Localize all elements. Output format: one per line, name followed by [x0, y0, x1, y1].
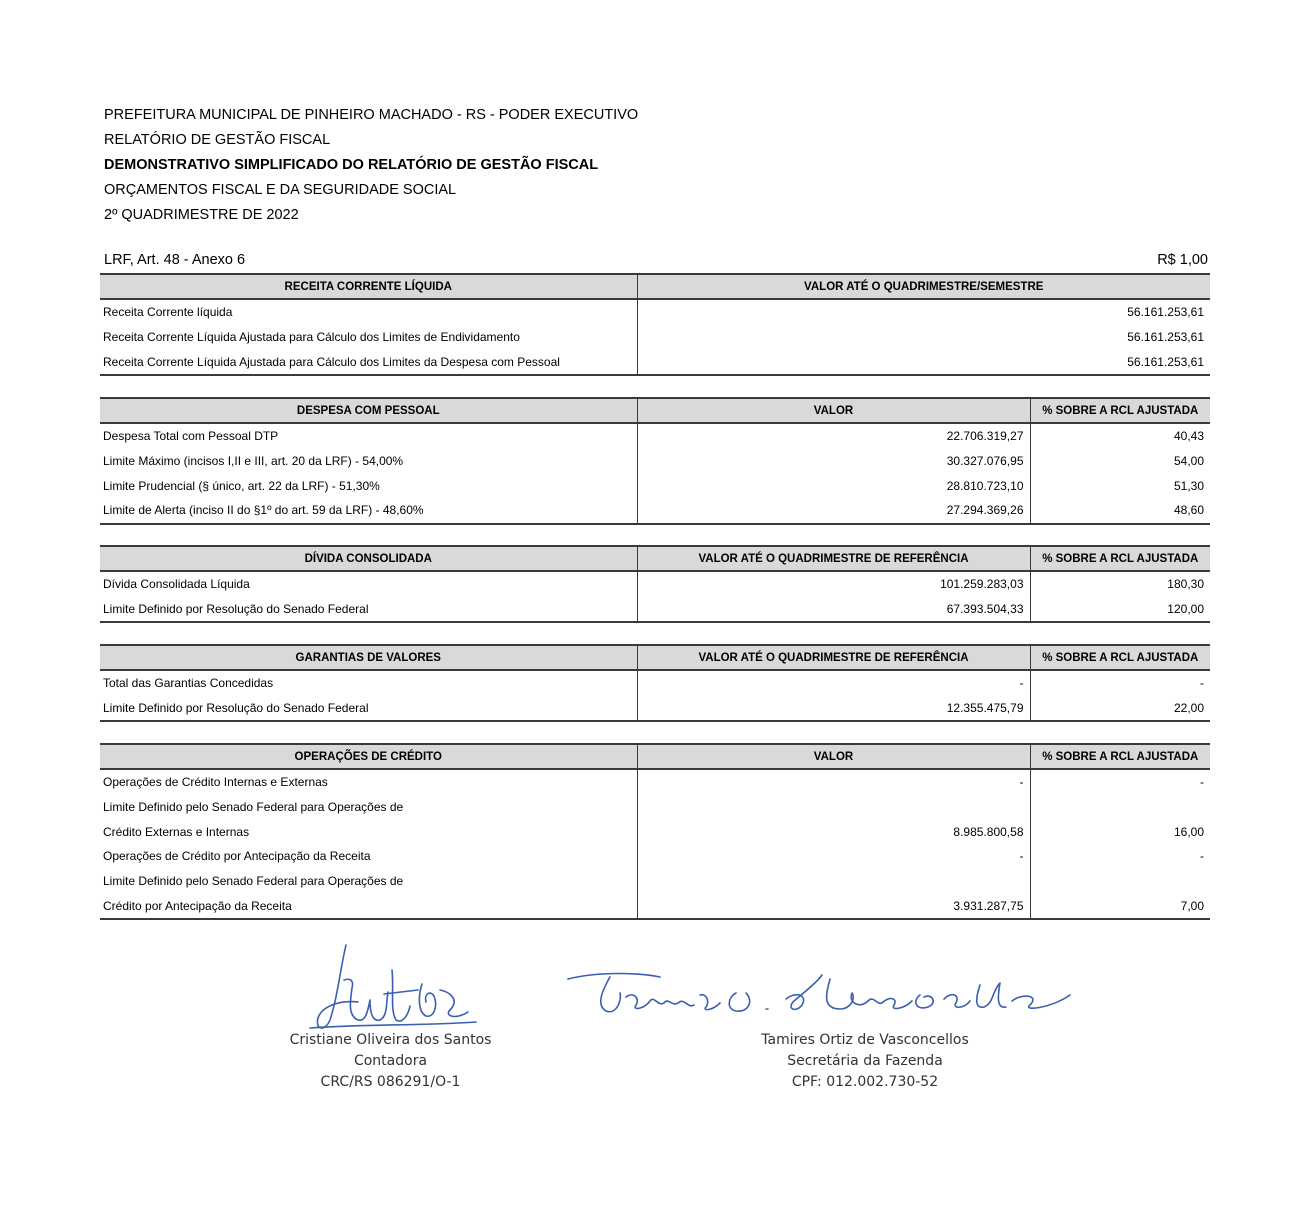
header-line-1: PREFEITURA MUNICIPAL DE PINHEIRO MACHADO - RS - PODER EXECUTIVO — [104, 107, 639, 123]
row-value: - — [637, 769, 1030, 795]
row-label: Operações de Crédito Internas e Externas — [100, 769, 637, 795]
operacoes-credito-table — [100, 743, 1210, 920]
signer-role: Contadora — [353, 1053, 428, 1069]
garantias-table — [100, 644, 1210, 722]
column-header: VALOR ATÉ O QUADRIMESTRE/SEMESTRE — [637, 274, 1210, 299]
row-label: Limite Definido por Resolução do Senado Federal — [100, 597, 637, 623]
table-row — [100, 597, 1210, 623]
header-line-4: ORÇAMENTOS FISCAL E DA SEGURIDADE SOCIAL — [104, 182, 457, 198]
row-label: Receita Corrente líquida — [100, 299, 637, 325]
table-row — [100, 696, 1210, 722]
document-title: DEMONSTRATIVO SIMPLIFICADO DO RELATÓRIO DE GESTÃO FISCAL — [104, 157, 599, 173]
table-row — [100, 869, 1210, 894]
column-header: VALOR ATÉ O QUADRIMESTRE DE REFERÊNCIA — [637, 645, 1030, 670]
table-row — [100, 795, 1210, 820]
row-value: 28.810.723,10 — [637, 473, 1030, 498]
row-value: 27.294.369,26 — [637, 498, 1030, 524]
signature-block-contadora — [263, 1030, 518, 1093]
row-value: - — [637, 670, 1030, 696]
table-row — [100, 349, 1210, 375]
despesa-pessoal-table — [100, 397, 1210, 525]
row-label: Receita Corrente Líquida Ajustada para Cálculo dos Limites de Endividamento — [100, 325, 637, 350]
column-header: DÍVIDA CONSOLIDADA — [100, 546, 637, 571]
row-label: Limite Máximo (incisos I,II e III, art. 20 da LRF) - 54,00% — [100, 449, 637, 474]
document-header — [104, 103, 638, 228]
row-label: Operações de Crédito por Antecipação da Receita — [100, 844, 637, 869]
signature-cristiane-handwriting — [300, 940, 480, 1035]
legal-reference: LRF, Art. 48 - Anexo 6 — [104, 252, 246, 268]
divida-consolidada-table — [100, 545, 1210, 623]
signer-name: Tamires Ortiz de Vasconcellos — [761, 1032, 969, 1048]
table-row — [100, 571, 1210, 597]
row-percent: - — [1030, 769, 1210, 795]
column-header: % SOBRE A RCL AJUSTADA — [1030, 744, 1210, 769]
row-label: Limite Definido por Resolução do Senado Federal — [100, 696, 637, 722]
row-percent: 7,00 — [1030, 893, 1210, 919]
table-row — [100, 670, 1210, 696]
row-percent — [1030, 795, 1210, 820]
row-percent: 120,00 — [1030, 597, 1210, 623]
row-percent: 16,00 — [1030, 819, 1210, 844]
row-percent: 180,30 — [1030, 571, 1210, 597]
table-header-row — [100, 744, 1210, 769]
header-line-2: RELATÓRIO DE GESTÃO FISCAL — [104, 132, 331, 148]
table-row — [100, 325, 1210, 350]
column-header: % SOBRE A RCL AJUSTADA — [1030, 645, 1210, 670]
table-row — [100, 423, 1210, 449]
row-label: Dívida Consolidada Líquida — [100, 571, 637, 597]
table-row — [100, 498, 1210, 524]
row-label: Crédito por Antecipação da Receita — [100, 893, 637, 919]
row-value — [637, 869, 1030, 894]
row-label: Limite Prudencial (§ único, art. 22 da LRF) - 51,30% — [100, 473, 637, 498]
table-row — [100, 769, 1210, 795]
column-header: GARANTIAS DE VALORES — [100, 645, 637, 670]
row-value: - — [637, 844, 1030, 869]
table-row — [100, 893, 1210, 919]
signer-registration: CPF: 012.002.730-52 — [791, 1074, 939, 1090]
column-header: % SOBRE A RCL AJUSTADA — [1030, 398, 1210, 423]
table-row — [100, 819, 1210, 844]
row-label: Despesa Total com Pessoal DTP — [100, 423, 637, 449]
table-header-row — [100, 546, 1210, 571]
table-row — [100, 473, 1210, 498]
row-label: Receita Corrente Líquida Ajustada para Cálculo dos Limites da Despesa com Pessoal — [100, 349, 637, 375]
header-line-5: 2º QUADRIMESTRE DE 2022 — [104, 207, 299, 223]
table-row — [100, 449, 1210, 474]
row-percent: 48,60 — [1030, 498, 1210, 524]
row-value: 30.327.076,95 — [637, 449, 1030, 474]
table-header-row — [100, 398, 1210, 423]
column-header: % SOBRE A RCL AJUSTADA — [1030, 546, 1210, 571]
column-header: DESPESA COM PESSOAL — [100, 398, 637, 423]
signer-role: Secretária da Fazenda — [787, 1053, 943, 1069]
table-header-row — [100, 274, 1210, 299]
row-label: Total das Garantias Concedidas — [100, 670, 637, 696]
signature-tamires-handwriting — [560, 965, 1080, 1030]
row-value: 8.985.800,58 — [637, 819, 1030, 844]
row-percent: - — [1030, 670, 1210, 696]
row-value: 3.931.287,75 — [637, 893, 1030, 919]
row-label: Limite Definido pelo Senado Federal para Operações de — [100, 795, 637, 820]
row-percent: - — [1030, 844, 1210, 869]
currency-unit: R$ 1,00 — [1157, 252, 1208, 268]
row-value: 22.706.319,27 — [637, 423, 1030, 449]
column-header: VALOR — [637, 398, 1030, 423]
row-percent: 40,43 — [1030, 423, 1210, 449]
row-value: 56.161.253,61 — [637, 349, 1210, 375]
rcl-table — [100, 273, 1210, 376]
row-label: Crédito Externas e Internas — [100, 819, 637, 844]
row-percent: 54,00 — [1030, 449, 1210, 474]
row-percent: 51,30 — [1030, 473, 1210, 498]
row-value — [637, 795, 1030, 820]
row-label: Limite Definido pelo Senado Federal para Operações de — [100, 869, 637, 894]
row-value: 56.161.253,61 — [637, 325, 1210, 350]
signature-block-secretaria — [730, 1030, 1000, 1093]
row-value: 12.355.475,79 — [637, 696, 1030, 722]
row-percent: 22,00 — [1030, 696, 1210, 722]
column-header: VALOR ATÉ O QUADRIMESTRE DE REFERÊNCIA — [637, 546, 1030, 571]
row-value: 56.161.253,61 — [637, 299, 1210, 325]
row-percent — [1030, 869, 1210, 894]
row-value: 101.259.283,03 — [637, 571, 1030, 597]
column-header: OPERAÇÕES DE CRÉDITO — [100, 744, 637, 769]
signer-name: Cristiane Oliveira dos Santos — [289, 1032, 492, 1048]
column-header: RECEITA CORRENTE LÍQUIDA — [100, 274, 637, 299]
table-row — [100, 844, 1210, 869]
table-header-row — [100, 645, 1210, 670]
column-header: VALOR — [637, 744, 1030, 769]
table-row — [100, 299, 1210, 325]
signer-registration: CRC/RS 086291/O-1 — [320, 1074, 461, 1090]
row-value: 67.393.504,33 — [637, 597, 1030, 623]
row-label: Limite de Alerta (inciso II do §1º do art. 59 da LRF) - 48,60% — [100, 498, 637, 524]
